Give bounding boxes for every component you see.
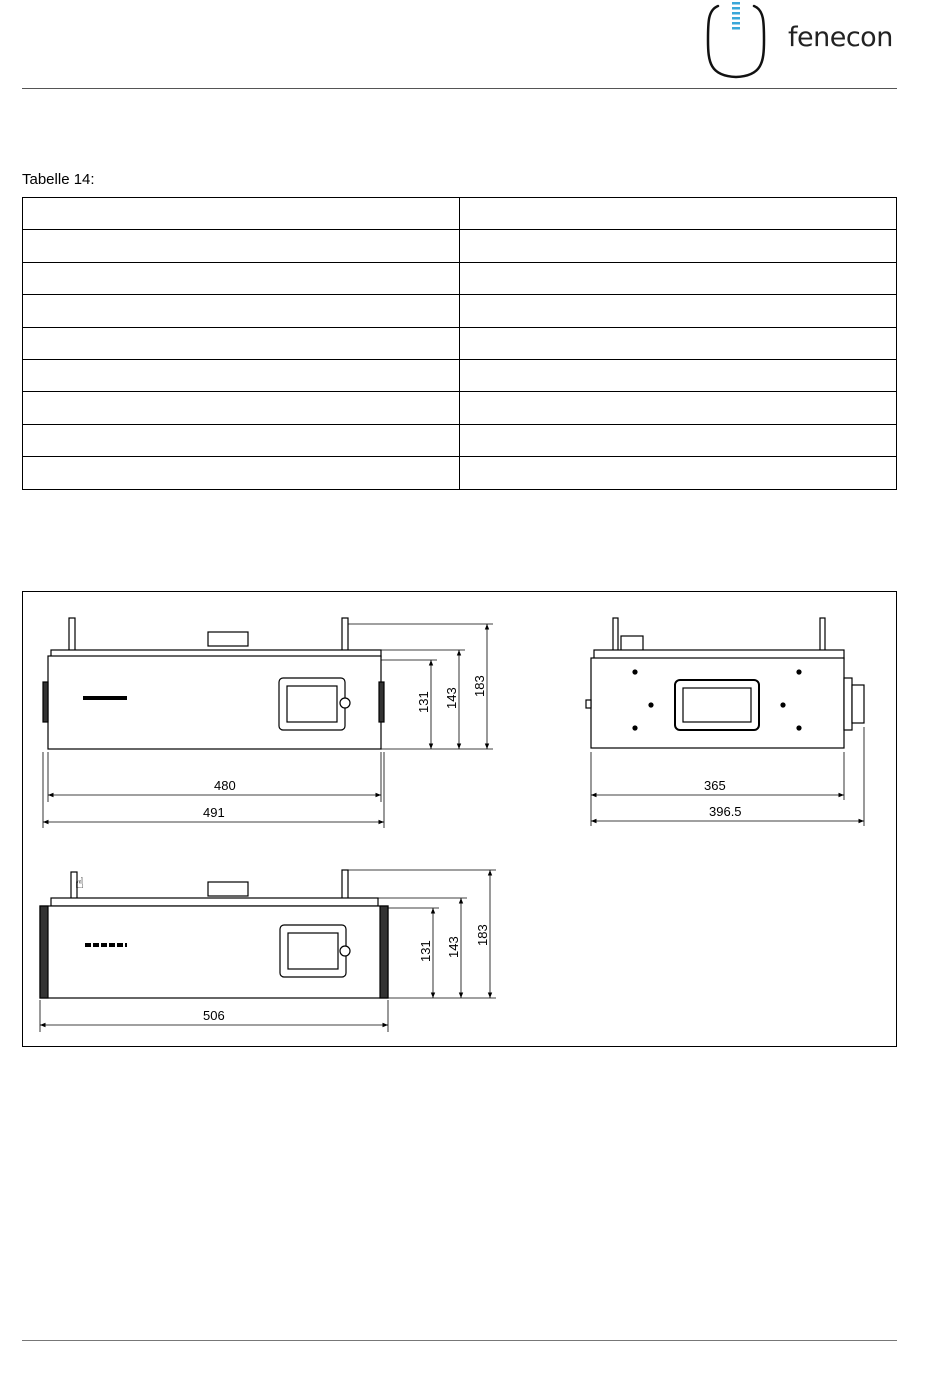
dim-front-height-131: 131	[416, 691, 431, 713]
table-cell	[23, 230, 460, 262]
table-cell	[460, 262, 897, 294]
table-cell	[460, 392, 897, 424]
dim-front-width-inner: 480	[214, 778, 236, 793]
table-cell	[460, 230, 897, 262]
footer-divider	[22, 1340, 897, 1341]
table-row	[23, 295, 897, 327]
table-row	[23, 392, 897, 424]
header-divider	[22, 88, 897, 89]
dimension-drawing	[22, 591, 897, 1047]
table-cell	[23, 262, 460, 294]
table-row	[23, 327, 897, 359]
table-cell	[23, 359, 460, 391]
table-cell	[23, 327, 460, 359]
table-caption: Tabelle 14:	[22, 171, 95, 188]
table-cell	[23, 424, 460, 456]
battery-logo-icon	[704, 0, 768, 80]
dim-front-height-183: 183	[472, 675, 487, 697]
table-cell	[460, 457, 897, 489]
table-cell	[460, 327, 897, 359]
table-row	[23, 424, 897, 456]
table-cell	[460, 424, 897, 456]
fenecon-logo	[700, 0, 900, 82]
table-cell	[23, 457, 460, 489]
table-row	[23, 230, 897, 262]
drawing-canvas	[23, 592, 896, 1046]
table-cell	[23, 295, 460, 327]
brand-name: fenecon	[788, 22, 893, 53]
table-cell	[460, 198, 897, 230]
front-view	[43, 618, 384, 749]
table-row	[23, 262, 897, 294]
table-cell	[23, 392, 460, 424]
table-row	[23, 457, 897, 489]
table-cell	[460, 359, 897, 391]
bottom-view	[40, 870, 388, 998]
dim-side-depth-outer: 396.5	[709, 804, 742, 819]
dim-bottom-height-183: 183	[475, 924, 490, 946]
side-view	[586, 618, 864, 748]
table-cell	[23, 198, 460, 230]
table-cell	[460, 295, 897, 327]
dim-bottom-height-131: 131	[418, 940, 433, 962]
dim-side-depth-inner: 365	[704, 778, 726, 793]
table-row	[23, 359, 897, 391]
spec-table	[22, 197, 897, 490]
dim-front-height-143: 143	[444, 687, 459, 709]
hand-cursor-icon: ☝	[75, 875, 85, 892]
dim-bottom-height-143: 143	[446, 936, 461, 958]
table-row	[23, 198, 897, 230]
dim-front-width-outer: 491	[203, 805, 225, 820]
dim-bottom-width: 506	[203, 1008, 225, 1023]
